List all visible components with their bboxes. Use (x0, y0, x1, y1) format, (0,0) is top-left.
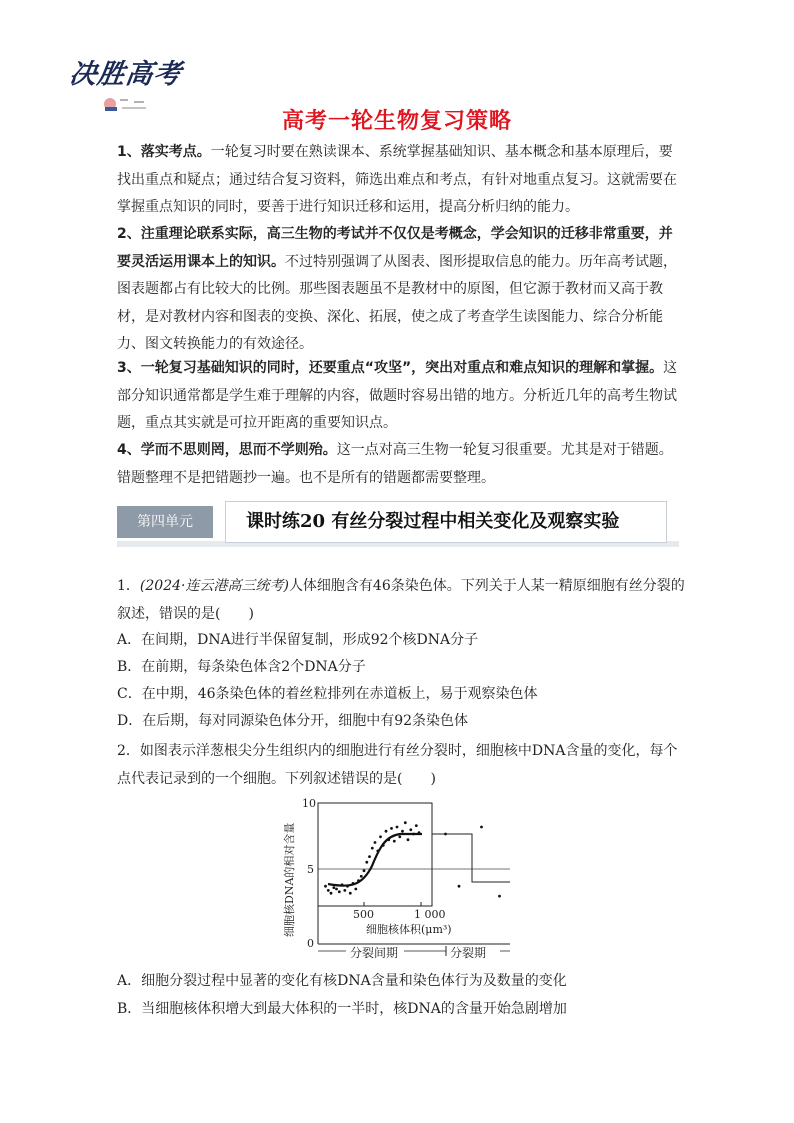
data-point (407, 838, 410, 841)
x-axis-label: 细胞核体积(μm³) (366, 923, 452, 936)
data-point (360, 875, 363, 878)
phase-division: 分裂期 (450, 946, 487, 960)
strategy-head: 1、落实考点。 (117, 144, 211, 160)
y-tick-0: 0 (307, 937, 314, 950)
question-number: 1． (117, 578, 140, 594)
data-point (363, 869, 366, 872)
data-point (332, 886, 335, 889)
strategy-head: 2、注重理论联系实际，高三生物的考试并不仅仅是考概念，学会知识的迁移非常重要，并要灵活运用课本上的知识。 (117, 226, 673, 270)
y-tick-10: 10 (302, 797, 316, 810)
data-point (327, 889, 330, 892)
question-source: (2024·连云港高三统考) (139, 578, 289, 594)
data-point (401, 830, 404, 833)
strategy-body: 一轮复习时要在熟读课本、系统掌握基础知识、基本概念和基本原理后，要找出重点和疑点；通过结合复习资料，筛选出难点和考点，有针对地重点复习。这就需要在掌握重点知识的同时，要善于进行知识迁移和运用，提高分析归纳的能力。 (117, 144, 677, 215)
question-2-stem: 2．如图表示洋葱根尖分生组织内的细胞进行有丝分裂时，细胞核中DNA含量的变化，每个点代表记录到的一个细胞。下列叙述错误的是( ) (117, 743, 678, 787)
data-point (368, 855, 371, 858)
lesson-title: 课时练20 有丝分裂过程中相关变化及观察实验 (246, 511, 620, 532)
division-data-point (458, 885, 461, 888)
data-point (371, 847, 374, 850)
data-point (393, 840, 396, 843)
strategy-head: 4、学而不思则罔，思而不学则殆。 (117, 442, 337, 458)
data-point (396, 826, 399, 829)
data-point (335, 888, 338, 891)
strategy-item-3 (117, 355, 679, 438)
question-1-option-d: D．在后期，每对同源染色体分开，细胞中有92条染色体 (117, 713, 469, 729)
data-point (343, 889, 346, 892)
strategy-body: 这部分知识通常都是学生难于理解的内容，做题时容易出错的地方。分析近几年的高考生物试题，重点其实就是可拉开距离的重要知识点。 (117, 360, 678, 431)
data-point (385, 830, 388, 833)
strategy-item-4 (117, 437, 679, 492)
division-data-point (444, 833, 447, 836)
question-1-stem (117, 573, 687, 628)
x-tick-500: 500 (353, 908, 374, 921)
dna-content-chart (280, 794, 520, 966)
division-data-point (498, 895, 501, 898)
strategy-body: 这一点对高三生物一轮复习很重要。尤其是对于错题。错题整理不是把错题抄一遍。也不是所有的错题都需要整理。 (117, 442, 673, 486)
data-point (330, 892, 333, 895)
strategy-item-1 (117, 139, 679, 222)
strategy-item-2 (117, 221, 679, 359)
question-2-option-a: A．细胞分裂过程中显著的变化有核DNA含量和染色体行为及数量的变化 (117, 973, 567, 989)
unit-tab: 第四单元 (117, 506, 213, 538)
y-axis-label: 细胞核DNA的相对含量 (283, 822, 296, 937)
data-point (324, 885, 327, 888)
question-1-option-a: A．在间期，DNA进行半保留复制，形成92个核DNA分子 (117, 632, 479, 648)
question-1-option-c: C．在中期，46条染色体的着丝粒排列在赤道板上，易于观察染色体 (117, 686, 538, 702)
inset-box (318, 803, 432, 906)
data-point (374, 841, 377, 844)
data-point (398, 835, 401, 838)
strategy-head: 3、一轮复习基础知识的同时，还要重点“攻坚”，突出对重点和难点知识的理解和掌握。 (117, 360, 664, 376)
data-point (415, 824, 418, 827)
interphase-points (324, 821, 420, 894)
lesson-banner (117, 495, 679, 549)
question-1-option-b: B．在前期，每条染色体含2个DNA分子 (117, 659, 366, 675)
data-point (379, 835, 382, 838)
data-point (404, 821, 407, 824)
x-tick-1000: 1 000 (414, 908, 446, 921)
data-point (365, 861, 368, 864)
data-point (338, 890, 341, 893)
strategy-body: 不过特别强调了从图表、图形提取信息的能力。历年高考试题，图表题都占有比较大的比例。那些图表题虽不是教材中的原图，但它源于教材而又高于教材，是对教材内容和图表的变换、深化、拓展，使之成了考查学生读图能力、综合分析能力、图文转换能力的有效途径。 (117, 253, 677, 352)
data-point (349, 892, 352, 895)
question-text: 人体细胞含有46条染色体。下列关于人某一精原细胞有丝分裂的叙述，错误的是( ) (117, 578, 685, 622)
division-step-line (432, 834, 510, 882)
page-title: 高考一轮生物复习策略 (281, 109, 512, 134)
data-point (354, 888, 357, 891)
data-point (390, 827, 393, 830)
data-point (409, 828, 412, 831)
y-tick-5: 5 (307, 863, 314, 876)
question-2-option-b: B．当细胞核体积增大到最大体积的一半时，核DNA的含量开始急剧增加 (117, 1001, 567, 1017)
phase-interphase: 分裂间期 (350, 946, 399, 960)
logo-text: 决胜高考 (67, 59, 184, 90)
lesson-title-box (225, 501, 667, 543)
division-data-point (480, 826, 483, 829)
